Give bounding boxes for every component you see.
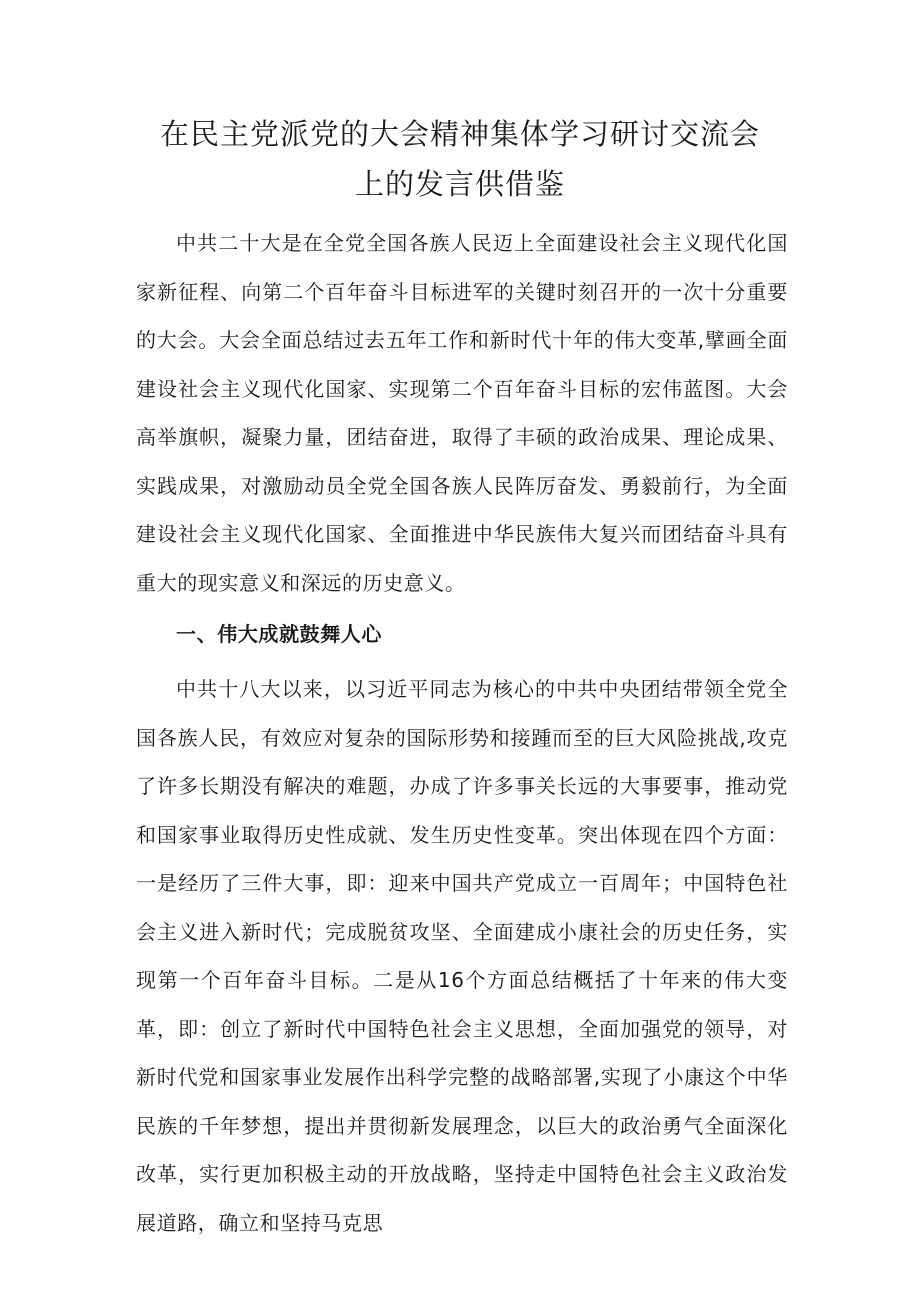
body-paragraph-1: 中共二十大是在全党全国各族人民迈上全面建设社会主义现代化国家新征程、向第二个百年奋斗目标进军的关键时刻召开的一次十分重要的大会。大会全面总结过去五年工作和新时代十年的伟大变革,擘画全面建设社会主义现代化国家、实现第二个百年奋斗目标的宏伟蓝图。大会高举旗帜，凝聚力量，团结奋进，取得了丰硕的政治成果、理论成果、实践成果，对激励动员全党全国各族人民阵厉奋发、勇毅前行，为全面建设社会主义现代化国家、全面推进中华民族伟大复兴而团结奋斗具有重大的现实意义和深远的历史意义。 bbox=[136, 231, 788, 595]
document-title-line-2: 上的发言供借鉴 bbox=[354, 167, 565, 201]
document-title-line-1: 在民主党派党的大会精神集体学习研讨交流会 bbox=[159, 117, 760, 151]
body-paragraph-2: 中共十八大以来，以习近平同志为核心的中共中央团结带领全党全国各族人民，有效应对复杂的国际形势和接踵而至的巨大风险挑战,攻克了许多长期没有解决的难题，办成了许多事关长远的大事要事，推动党和国家事业取得历史性成就、发生历史性变革。突出体现在四个方面：一是经历了三件大事，即：迎来中国共产党成立一百周年；中国特色社会主义进入新时代；完成脱贫攻坚、全面建成小康社会的历史任务，实现第一个百年奋斗目标。二是从16个方面总结概括了十年来的伟大变革，即：创立了新时代中国特色社会主义思想，全面加强党的领导，对新时代党和国家事业发展作出科学完整的战略部署,实现了小康这个中华民族的千年梦想，提出并贯彻新发展理念，以巨大的政治勇气全面深化改革，实行更加积极主动的开放战略，坚持走中国特色社会主义政治发展道路，确立和坚持马克思 bbox=[136, 677, 788, 1235]
section-heading-1: 一、伟大成就鼓舞人心 bbox=[176, 622, 382, 646]
